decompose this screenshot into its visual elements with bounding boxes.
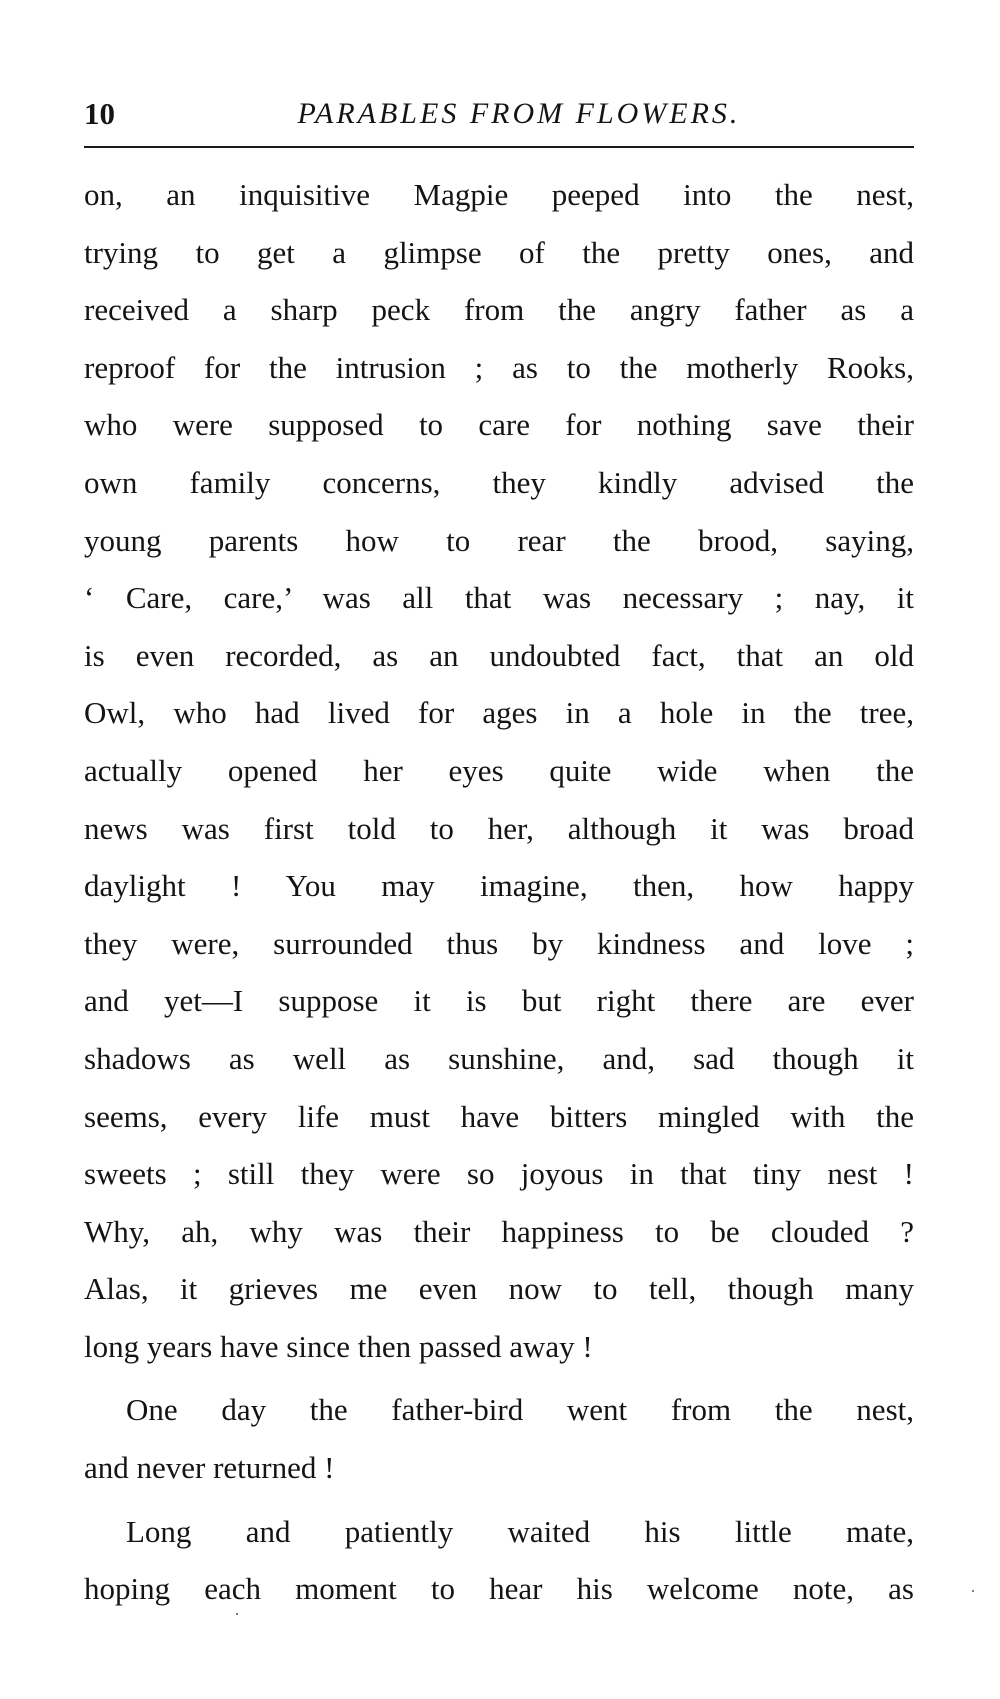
text-line: shadows as well as sunshine, and, sad though it [84, 1040, 914, 1076]
print-speck [236, 1613, 238, 1615]
text-line: news was first told to her, although it was broad [84, 810, 914, 846]
text-line: One day the father-bird went from the nest, [126, 1392, 914, 1428]
text-line: own family concerns, they kindly advised the [84, 464, 914, 500]
text-line: and yet—I suppose it is but right there are ever [84, 983, 914, 1019]
print-speck [972, 1590, 974, 1592]
book-title: PARABLES FROM FLOWERS. [297, 97, 741, 130]
page-number: 10 [84, 96, 115, 131]
text-line: Owl, who had lived for ages in a hole in the tree, [84, 695, 914, 731]
text-line: ‘ Care, care,’ was all that was necessary ; nay, it [84, 580, 914, 616]
text-line: received a sharp peck from the angry father as a [84, 292, 914, 328]
text-line: Long and patiently waited his little mate, [126, 1513, 914, 1549]
text-line: sweets ; still they were so joyous in that tiny nest ! [84, 1156, 914, 1192]
text-line: they were, surrounded thus by kindness and love ; [84, 925, 914, 961]
text-line: seems, every life must have bitters mingled with the [84, 1098, 914, 1134]
text-line: daylight ! You may imagine, then, how happy [84, 868, 914, 904]
text-line: actually opened her eyes quite wide when the [84, 752, 914, 788]
body-text [84, 166, 914, 1618]
text-line: Why, ah, why was their happiness to be clouded ? [84, 1213, 914, 1249]
header-rule [84, 146, 914, 148]
text-line: hoping each moment to hear his welcome note, as [84, 1571, 914, 1607]
text-line: long years have since then passed away ! [84, 1328, 593, 1364]
text-line: trying to get a glimpse of the pretty ones, and [84, 234, 914, 270]
text-line: on, an inquisitive Magpie peeped into the nest, [84, 177, 914, 212]
text-line: who were supposed to care for nothing save their [84, 407, 914, 443]
text-line: Alas, it grieves me even now to tell, though many [84, 1271, 914, 1307]
text-line: is even recorded, as an undoubted fact, that an old [84, 637, 914, 673]
running-head [84, 92, 914, 136]
text-line: young parents how to rear the brood, saying, [84, 522, 914, 558]
text-line: reproof for the intrusion ; as to the motherly Rooks, [84, 349, 914, 385]
text-line: and never returned ! [84, 1450, 335, 1486]
